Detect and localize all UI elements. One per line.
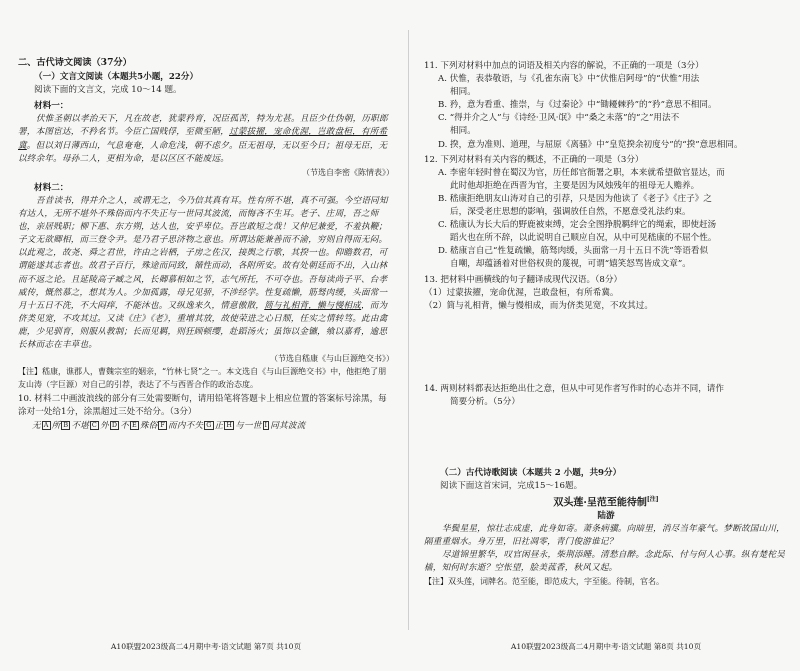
- material1-source: （节选自李密《陈情表》）: [302, 167, 394, 177]
- q11-option-d[interactable]: D. 揆，意为准则、道理，与屈原《离骚》中“皇览揆余初度兮”的“揆”意思相同。: [438, 139, 743, 150]
- mark-C[interactable]: C: [91, 420, 98, 429]
- mark-I[interactable]: I: [264, 420, 268, 429]
- left-page: [18, 0, 394, 671]
- material1-heading: 材料一：: [34, 101, 69, 112]
- poem-title: 双头莲·呈范至能待制[注]: [553, 496, 659, 509]
- section-title: 二、古代诗文阅读（37分）: [18, 57, 132, 68]
- right-page: 11. 下列对材料中加点的词语及相关内容的解说，不正确的一项是（3分） A. 伏惟，表恭敬语，与《孔雀东南飞》中“伏惟启阿母”的“伏惟”用法 相同。 B. 矜，意为看重、推崇，与《过秦论》中“锄耰棘矜”的“矜”意思不相同。 C. “得并介之人”与《诗经·卫风·氓》中“桑之未落”的“之”用法不 相同。 D. 揆，意为准则、道理，与屈原《离骚》中“皇览揆余初度兮”的“揆”意思相同。 12. 下列对材料有关内容的概述，不正确的一项是（3分） A. 李密年轻时曾在蜀汉为官，历任郎官衙署之职，本来就希望做官显达，而 此时他却拒绝在西晋为官，主要是因为风烛残年的祖母无人赡养。 B. 嵇康拒绝朋友山涛对自己的引荐，只是因为他读了《老子》《庄子》之 后，深受老庄思想的影响，强调放任自然，不愿意受礼法约束。 C. 嵇康认为长大后的野鹿被束缚，定会全图挣脱羁绊它的绳索，即使赶汤 蹈火也在所不辞，以此说明自己顺应自况，从中可见嵇康的不屈个性。 D. 嵇康言自己“性复疏懒，筋驽肉缓，头面常一月十五日不洗”等语看似 自嘲，却蕴涵着对世俗权贵的蔑视，可谓“嬉笑怒骂皆成文章”。 13. 把材料中画横线的句子翻译成现代汉语。（8分） （1）过蒙拔擢，宠命优渥，岂敢盘桓，有所希冀。 （2）简与礼相背，懒与慢相成，而为侪类见宽，不攻其过。 14. 两则材料都表达拒绝出仕之意，但从中可见作者写作时的心态并不同，请作 简要分析。（5分） （二）古代诗歌阅读（本题共 2 小题，共9分） 阅读下面这首宋词，完成15～16题。 双头莲·呈范至能待制[注] 陆游 华鬓星星，惊壮志成虚，此身如寄。萧条病骥。向暗里，消尽当年豪气。梦断故国山川，隔重重烟水。身万里，旧社凋零，青门俊游谁记？ 尽道锦里繁华，叹官闲昼永，柴荆添睡。清愁自醉。念此际、付与何人心事。纵有楚柁吴樯，知何时东逝？空怅望，脍美菰香，秋风又起。 【注】双头莲，词牌名。范至能，即范成大，字至能。待制，官名。 A10联盟2023级高二4月期中考·语文试题 第8页 共10页: [424, 0, 788, 671]
- page-divider: [408, 30, 409, 630]
- q12-option-b[interactable]: B. 嵇康拒绝朋友山涛对自己的引荐，只是因为他读了《老子》《庄子》之: [438, 193, 712, 204]
- q11-option-a[interactable]: A. 伏惟，表恭敬语，与《孔雀东南飞》中“伏惟启阿母”的“伏惟”用法: [438, 74, 700, 85]
- mark-E[interactable]: E: [131, 420, 137, 429]
- q14-stem: 14. 两则材料都表达拒绝出仕之意，但从中可见作者写作时的心态并不同，请作: [424, 383, 724, 394]
- page-footer-right: A10联盟2023级高二4月期中考·语文试题 第8页 共10页: [510, 641, 702, 651]
- poetry-section-title: （二）古代诗歌阅读（本题共 2 小题，共9分）: [440, 467, 622, 478]
- q12-stem: 12. 下列对材料有关内容的概述，不正确的一项是（3分）: [424, 154, 644, 165]
- subsection-title: （一）文言文阅读（本题共5小题，22分）: [34, 72, 199, 83]
- question-10: 10. 材料二中画波浪线的部分有三处需要断句，请用铅笔将答题卡上相应位置的答案标号涂黑，每涂对一处给1分，涂黑超过三处不给分。（3分）: [18, 394, 387, 418]
- poem-note: 【注】双头莲，词牌名。范至能，即范成大，字至能。待制，官名。: [424, 577, 664, 587]
- material2-underline: 简与礼相背，懒与慢相成: [264, 300, 361, 311]
- page-footer-left: A10联盟2023级高二4月期中考·语文试题 第7页 共10页: [110, 641, 302, 651]
- mark-G[interactable]: G: [206, 420, 212, 429]
- poem-stanza-2: 尽道锦里繁华，叹官闲昼永，柴荆添睡。清愁自醉。念此际、付与何人心事。纵有楚柁吴樯，知何时东逝？空怅望，脍美菰香，秋风又起。: [424, 549, 785, 573]
- q13-sentence-2: （2）简与礼相背，懒与慢相成，而为侪类见宽，不攻其过。: [424, 300, 653, 311]
- mark-B[interactable]: B: [63, 420, 69, 429]
- instruction: 阅读下面的文言文，完成 10～14 题。: [34, 85, 182, 96]
- mark-D[interactable]: D: [111, 420, 118, 429]
- q12-option-a[interactable]: A. 李密年轻时曾在蜀汉为官，历任郎官衙署之职，本来就希望做官显达，而: [438, 167, 725, 178]
- material2-text: 吾昔读书，得并介之人，或谓无之，今乃信其真有耳。性有所不堪，真不可强。今空语同知有达人，无所不堪外不殊俗而内不失正与一世同其波流，而悔吝不生耳。老子、庄周，吾之师也，亲居贱职；柳下惠、东方朔，达人也，安乎卑位。吾岂敢短之哉！又仲尼兼爱，不羞执鞭；子文无欲卿相，而三登令尹。是乃君子思济物之意也。所谓达能兼善而不渝，穷则自得而无闷。以此观之，故尧、舜之君世，许由之岩栖，子房之佐汉，接舆之行歌，其揆一也。仰瞻数君，可谓能遂其志者也。故君子百行，殊途而同致，循性而动，各附所安。故有处朝廷而不出，入山林而不返之论。且延陵高子臧之风，长卿慕相如之节，志气所托，不可夺也。吾每读尚子平、台孝威传，慨然慕之，想其为人。少加孤露，母兄见骄，不涉经学。性复疏懒，筋驽肉缓，头面常一月十五日不洗，不大闷痒，不能沐也。又纵逸来久，情意傲散，简与礼相背，懒与慢相成，而为侪类见宽，不攻其过。又读《庄》《老》，重增其放，故使荣进之心日颓，任实之情转笃。此由禽鹿，少见驯育，则服从教制；长而见羁，则狂顾顿缨，赴蹈汤火；虽饰以金镳，飨以嘉肴，逾思长林而志在丰草也。: [18, 195, 388, 350]
- q11-stem: 11. 下列对材料中加点的词语及相关内容的解说，不正确的一项是（3分）: [424, 61, 704, 71]
- material2-heading: 材料二：: [34, 182, 69, 193]
- q11-option-c[interactable]: C. “得并介之人”与《诗经·卫风·氓》中“桑之未落”的“之”用法不: [438, 113, 680, 124]
- poem-author: 陆游: [597, 510, 615, 521]
- q12-option-c[interactable]: C. 嵇康认为长大后的野鹿被束缚，定会全图挣脱羁绊它的绳索，即使赶汤: [438, 220, 717, 231]
- mark-H[interactable]: H: [226, 420, 233, 429]
- q11-option-b[interactable]: B. 矜，意为看重、推崇，与《过秦论》中“锄耰棘矜”的“矜”意思不相同。: [438, 100, 717, 111]
- q12-option-d[interactable]: D. 嵇康言自己“性复疏懒，筋驽肉缓，头面常一月十五日不洗”等语看似: [438, 246, 709, 257]
- q10-marking-line: 无 A 所 B 不堪 C 外 D 不 E 殊俗 F 而内不失 G 正 H 与一世 I 同其波流: [32, 420, 306, 431]
- material-note: 【注】嵇康，谯郡人，曹魏宗室的姻亲，“竹林七贤”之一。本文选自《与山巨源绝交书》中，他拒绝了朋友山涛（字巨源）对自己的引荐，表达了不与西晋合作的政治态度。: [18, 367, 387, 390]
- answer-space: [424, 313, 788, 383]
- mark-A[interactable]: A: [43, 420, 49, 429]
- material1-underline: 过蒙拔擢，宠命优渥，岂敢盘桓，有所希冀: [18, 127, 388, 151]
- q13-stem: 13. 把材料中画横线的句子翻译成现代汉语。（8分）: [424, 274, 623, 285]
- material1-text: 伏惟圣朝以孝治天下，凡在故老，犹蒙矜育，况臣孤苦，特为尤甚。且臣少仕伪朝，历职郎署，本图宦达，不矜名节。今臣亡国贱俘，至微至陋，过蒙拔擢，宠命优渥，岂敢盘桓，有所希冀。但以刘日薄西山，气息奄奄，人命危浅，朝不虑夕。臣无祖母，无以至今日；祖母无臣，无以终余年。母孙二人，更相为命，是以区区不能废远。: [18, 114, 388, 164]
- material2-source: （节选自嵇康《与山巨源绝交书》）: [270, 354, 394, 364]
- poetry-instruction: 阅读下面这首宋词，完成15～16题。: [440, 481, 583, 492]
- q13-sentence-1: （1）过蒙拔擢，宠命优渥，岂敢盘桓，有所希冀。: [424, 287, 619, 298]
- poem-stanza-1: 华鬓星星，惊壮志成虚，此身如寄。萧条病骥。向暗里，消尽当年豪气。梦断故国山川，隔重重烟水。身万里，旧社凋零，青门俊游谁记？: [424, 523, 785, 547]
- mark-F[interactable]: F: [160, 420, 166, 429]
